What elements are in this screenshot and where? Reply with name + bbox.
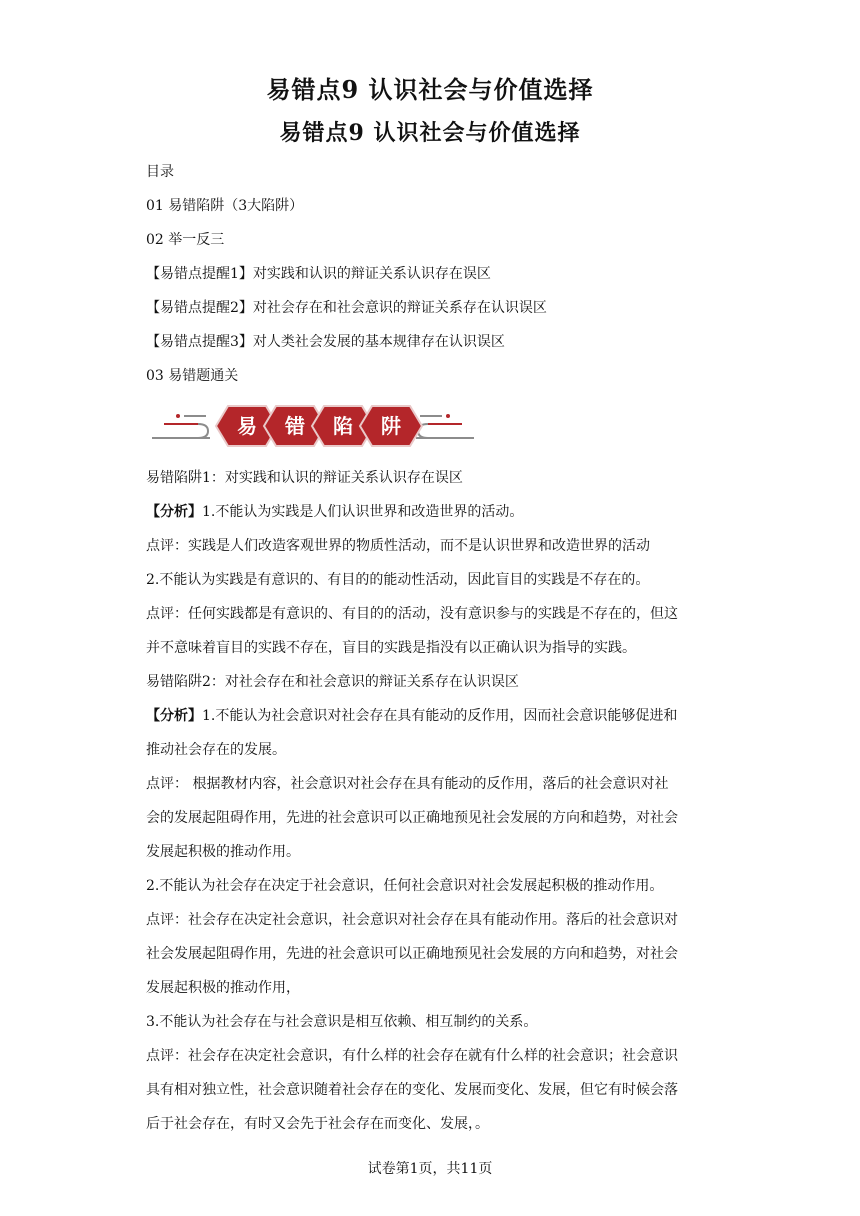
comment-line: 点评： 根据教材内容，社会意识对社会存在具有能动的反作用，落后的社会意识对社 (146, 776, 669, 792)
comment-line: 社会发展起阻碍作用，先进的社会意识可以正确地预见社会发展的方向和趋势，对社会 (146, 946, 678, 962)
banner-left-ornament (152, 414, 210, 438)
banner-char: 阱 (381, 414, 401, 438)
toc-item: 02 举一反三 (146, 232, 225, 248)
comment-line: 发展起积极的推动作用。 (146, 844, 300, 860)
document-subtitle: 易错点9 认识社会与价值选择 (279, 120, 581, 146)
document-title: 易错点9 认识社会与价值选择 (266, 75, 594, 104)
point-line: 2.不能认为社会存在决定于社会意识，任何社会意识对社会发展起积极的推动作用。 (146, 878, 664, 894)
trap-section-banner (150, 398, 476, 454)
analysis-text: 1.不能认为实践是人们认识世界和改造世界的活动。 (202, 504, 524, 520)
toc-item: 【易错点提醒2】对社会存在和社会意识的辩证关系存在认识误区 (146, 300, 547, 316)
banner-right-ornament (416, 414, 474, 438)
toc-item: 【易错点提醒1】对实践和认识的辩证关系认识存在误区 (146, 266, 491, 282)
page-footer: 试卷第1页，共11页 (367, 1161, 493, 1177)
analysis-paragraph (146, 502, 726, 522)
trap-heading: 易错陷阱2：对社会存在和社会意识的辩证关系存在认识误区 (146, 674, 519, 690)
trap-heading: 易错陷阱1：对实践和认识的辩证关系认识存在误区 (146, 470, 463, 486)
point-line: 3.不能认为社会存在与社会意识是相互依赖、相互制约的关系。 (146, 1014, 538, 1030)
comment-line: 点评：任何实践都是有意识的、有目的的活动，没有意识参与的实践是不存在的，但这 (146, 606, 678, 622)
comment-line: 并不意味着盲目的实践不存在，盲目的实践是指没有以正确认识为指导的实践。 (146, 640, 636, 656)
comment-line: 后于社会存在，有时又会先于社会存在而变化、发展，。 (146, 1116, 489, 1132)
banner-char: 错 (285, 414, 305, 438)
point-line: 推动社会存在的发展。 (146, 742, 286, 758)
banner-hexagon (360, 406, 422, 446)
banner-char: 陷 (333, 414, 353, 438)
point-line: 2.不能认为实践是有意识的、有目的的能动性活动，因此盲目的实践是不存在的。 (146, 572, 650, 588)
comment-line: 具有相对独立性，社会意识随着社会存在的变化、发展而变化、发展，但它有时候会落 (146, 1082, 678, 1098)
banner-char: 易 (237, 414, 257, 438)
comment-line: 发展起积极的推动作用， (146, 980, 300, 996)
analysis-text: 1.不能认为社会意识对社会存在具有能动的反作用，因而社会意识能够促进和 (202, 708, 678, 724)
toc-heading: 目录 (146, 164, 174, 180)
comment-line: 点评：实践是人们改造客观世界的物质性活动，而不是认识世界和改造世界的活动 (146, 538, 650, 554)
toc-item: 【易错点提醒3】对人类社会发展的基本规律存在认识误区 (146, 334, 505, 350)
analysis-tag: 【分析】 (146, 708, 202, 724)
analysis-tag: 【分析】 (146, 504, 202, 520)
analysis-paragraph (146, 706, 726, 726)
comment-line: 点评：社会存在决定社会意识，有什么样的社会存在就有什么样的社会意识；社会意识 (146, 1048, 678, 1064)
comment-line: 点评：社会存在决定社会意识，社会意识对社会存在具有能动作用。落后的社会意识对 (146, 912, 678, 928)
toc-item: 03 易错题通关 (146, 368, 239, 384)
comment-line: 会的发展起阻碍作用，先进的社会意识可以正确地预见社会发展的方向和趋势，对社会 (146, 810, 678, 826)
toc-item: 01 易错陷阱（3大陷阱） (146, 198, 304, 214)
